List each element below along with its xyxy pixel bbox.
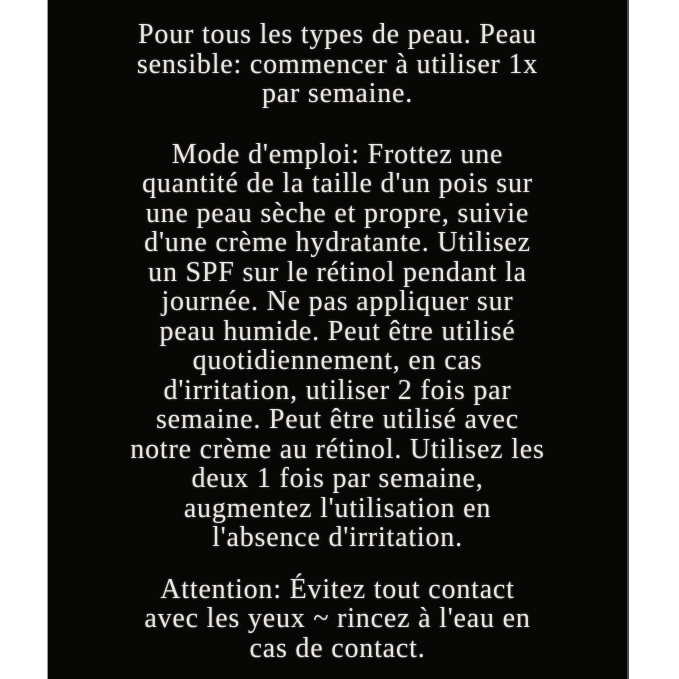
label-text-line: journée. Ne pas appliquer sur	[161, 286, 514, 317]
skin-type-paragraph	[56, 20, 619, 109]
label-text-line: augmentez l'utilisation en	[183, 492, 492, 524]
product-label-panel	[47, 0, 629, 679]
label-text-line: avec les yeux ~ rincez à l'eau en	[144, 603, 531, 634]
label-text-line: quantité de la taille d'un pois sur	[142, 168, 533, 199]
label-text-line: cas de contact.	[249, 632, 426, 664]
label-text-line: semaine. Peut être utilisé avec	[155, 404, 519, 435]
label-text-line: l'absence d'irritation.	[212, 522, 463, 553]
label-text-line: Mode d'emploi: Frottez une	[171, 138, 504, 170]
label-text-line: par semaine.	[261, 78, 414, 109]
label-text-line: quotidiennement, en cas	[192, 345, 483, 376]
label-text-line: Pour tous les types de peau. Peau	[138, 19, 537, 50]
warning-paragraph	[56, 575, 619, 664]
label-text-line: sensible: commencer à utiliser 1x	[136, 48, 539, 80]
label-text-line: une peau sèche et propre, suivie	[145, 197, 530, 229]
label-text-line: un SPF sur le rétinol pendant la	[148, 256, 527, 288]
label-text-line: Attention: Évitez tout contact	[160, 573, 515, 605]
usage-instructions-paragraph	[56, 140, 619, 553]
label-text-line: d'une crème hydratante. Utilisez	[144, 227, 531, 258]
label-text-line: notre crème au rétinol. Utilisez les	[130, 433, 545, 465]
label-text-line: deux 1 fois par semaine,	[191, 463, 484, 494]
label-text-line: d'irritation, utiliser 2 fois par	[163, 374, 512, 406]
label-text-line: peau humide. Peut être utilisé	[159, 315, 516, 347]
